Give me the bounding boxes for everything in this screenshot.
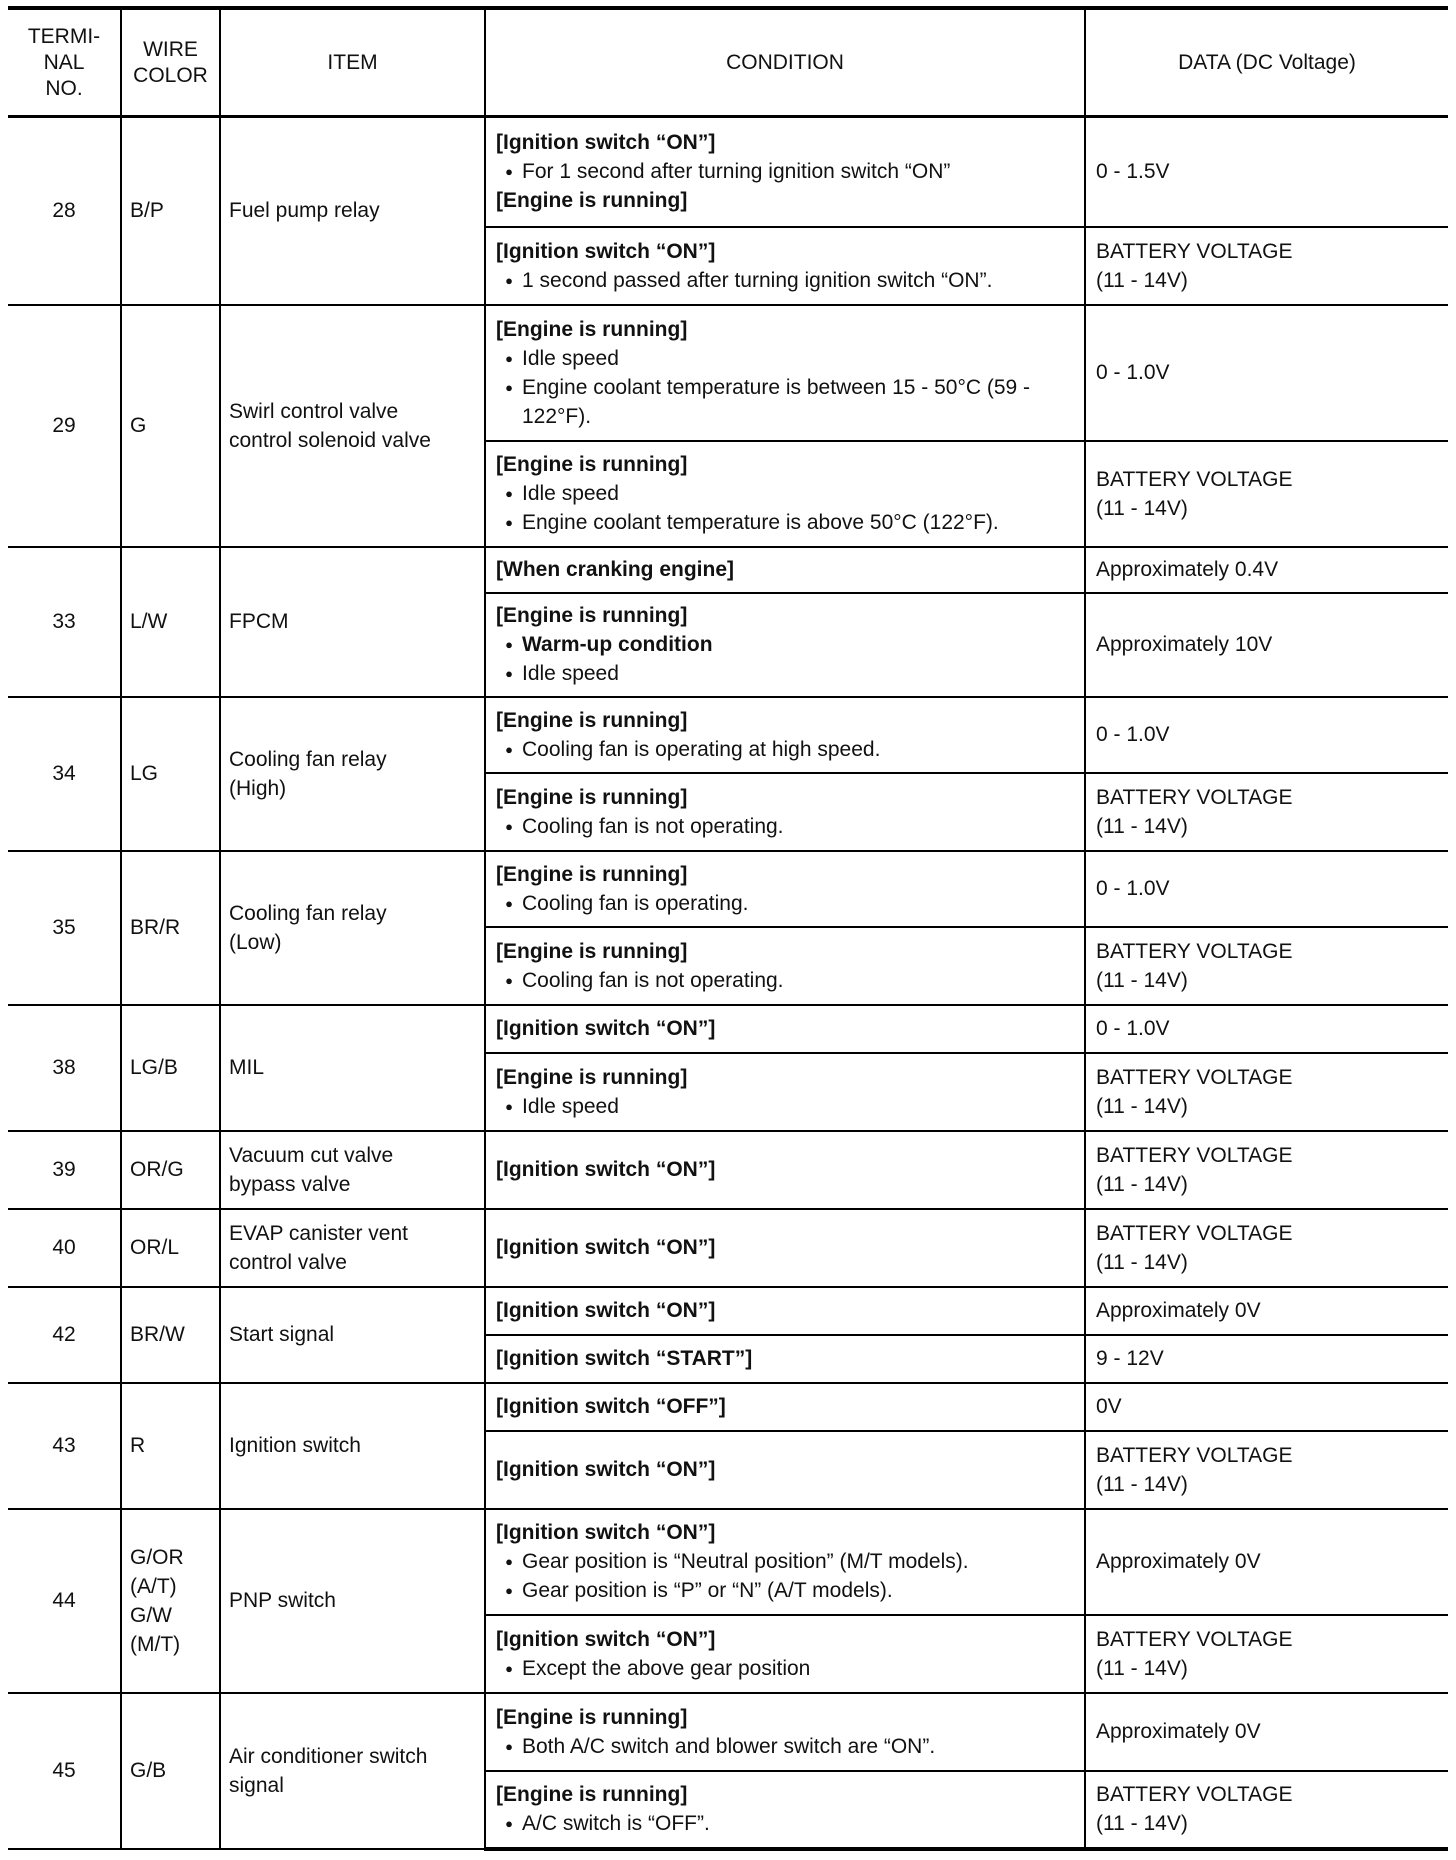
condition-cell [485,227,1085,305]
condition-heading: [Ignition switch “ON”] [496,1299,716,1322]
condition-cell [485,1053,1085,1131]
voltage-data-cell: BATTERY VOLTAGE (11 - 14V) [1085,1209,1448,1287]
condition-cell [485,547,1085,593]
condition-heading: [Ignition switch “ON”] [496,131,716,155]
condition-text: Cooling fan is not operating. [522,814,784,838]
condition-item [496,266,1074,295]
condition-text: Gear position is “P” or “N” (A/T models). [522,1579,893,1602]
bullet-icon: ● [505,1554,513,1569]
condition-text: Idle speed [522,482,619,505]
condition-heading: [Engine is running] [496,453,688,476]
table-row [8,1131,1448,1209]
condition-cell [485,1693,1085,1771]
voltage-data-cell: BATTERY VOLTAGE (11 - 14V) [1085,441,1448,547]
table-row [8,1209,1448,1287]
condition-heading: [Engine is running] [496,1065,688,1089]
item-cell: Ignition switch [220,1383,485,1509]
terminal-no-cell: 45 [8,1693,121,1849]
condition-text: Idle speed [522,662,619,685]
condition-item [496,1576,1074,1605]
wire-color-cell: BR/R [121,851,220,1005]
item-cell: Fuel pump relay [220,117,485,305]
condition-cell [485,1335,1085,1383]
condition-heading: [Ignition switch “ON”] [496,239,716,263]
condition-cell [485,927,1085,1005]
table-row [8,547,1448,593]
item-cell: PNP switch [220,1509,485,1693]
terminal-no-cell: 39 [8,1131,121,1209]
condition-cell [485,1209,1085,1287]
table-row [8,1005,1448,1053]
voltage-data-cell: BATTERY VOLTAGE (11 - 14V) [1085,1131,1448,1209]
voltage-data-cell: Approximately 0V [1085,1509,1448,1615]
condition-heading: [Ignition switch “OFF”] [496,1395,726,1418]
voltage-data-cell: BATTERY VOLTAGE (11 - 14V) [1085,773,1448,851]
condition-item [496,812,1074,841]
condition-heading: [Engine is running] [496,317,688,341]
terminal-no-cell: 33 [8,547,121,697]
condition-heading: [When cranking engine] [496,558,735,581]
data-header: DATA (DC Voltage) [1085,8,1448,117]
condition-item [496,966,1074,995]
wire-color-cell: B/P [121,117,220,305]
wire-color-cell: OR/G [121,1131,220,1209]
condition-heading: [Engine is running] [496,604,688,627]
bullet-icon: ● [505,486,513,501]
wire-color-cell: BR/W [121,1287,220,1383]
item-cell: FPCM [220,547,485,697]
condition-heading: [Engine is running] [496,1783,688,1806]
condition-heading: [Engine is running] [496,708,688,732]
condition-item [496,508,1074,537]
condition-header: CONDITION [485,8,1085,117]
table-row [8,697,1448,773]
condition-cell [485,1615,1085,1693]
item-cell: Vacuum cut valve bypass valve [220,1131,485,1209]
condition-text: Cooling fan is not operating. [522,968,784,992]
item-cell: EVAP canister vent control valve [220,1209,485,1287]
voltage-data-cell: Approximately 0V [1085,1287,1448,1335]
condition-heading: [Engine is running] [496,1705,688,1729]
condition-cell [485,697,1085,773]
condition-cell [485,773,1085,851]
voltage-data-cell: BATTERY VOLTAGE (11 - 14V) [1085,927,1448,1005]
condition-heading: [Ignition switch “ON”] [496,1236,716,1259]
table-body [8,117,1448,1849]
condition-heading: [Ignition switch “ON”] [496,1627,716,1651]
bullet-icon: ● [505,350,513,366]
wire-color-cell: R [121,1383,220,1509]
condition-text: Idle speed [522,346,619,370]
condition-item [496,1547,1074,1576]
item-cell: Start signal [220,1287,485,1383]
condition-heading: [Ignition switch “ON”] [496,1521,716,1544]
condition-text: Cooling fan is operating. [522,891,749,915]
terminal-no-cell: 43 [8,1383,121,1509]
bullet-icon: ● [505,1738,513,1754]
condition-heading: [Engine is running] [496,189,688,213]
voltage-data-cell: BATTERY VOLTAGE (11 - 14V) [1085,1615,1448,1693]
terminal-no-cell: 44 [8,1509,121,1693]
condition-text: Idle speed [522,1094,619,1118]
voltage-data-cell: 0 - 1.5V [1085,117,1448,227]
condition-item [496,1809,1074,1838]
condition-cell [485,1005,1085,1053]
item-header: ITEM [220,8,485,117]
wire-color-cell: OR/L [121,1209,220,1287]
terminal-no-cell: 42 [8,1287,121,1383]
wire-color-cell: G [121,305,220,547]
condition-cell [485,851,1085,927]
condition-cell [485,305,1085,441]
condition-text: Gear position is “Neutral position” (M/T models). [522,1550,969,1573]
terminal-no-cell: 35 [8,851,121,1005]
voltage-data-cell: Approximately 0.4V [1085,547,1448,593]
header-row [8,8,1448,117]
condition-text: Engine coolant temperature is above 50°C (122°F). [522,511,999,534]
bullet-icon: ● [505,1660,513,1676]
voltage-data-cell: Approximately 0V [1085,1693,1448,1771]
condition-text: Engine coolant temperature is between 15 - 50°C (59 - 122°F). [522,375,1031,428]
wire-color-cell: LG/B [121,1005,220,1131]
item-cell: Swirl control valve control solenoid valve [220,305,485,547]
item-cell: Cooling fan relay (Low) [220,851,485,1005]
voltage-data-cell: BATTERY VOLTAGE (11 - 14V) [1085,1771,1448,1849]
condition-text: Both A/C switch and blower switch are “ON”. [522,1734,936,1758]
terminal-no-cell: 34 [8,697,121,851]
condition-heading: [Ignition switch “ON”] [496,1017,716,1040]
table-row [8,1287,1448,1335]
condition-text: Cooling fan is operating at high speed. [522,737,881,761]
wire-color-cell: L/W [121,547,220,697]
terminal-data-table [8,6,1448,1851]
condition-item [496,630,1074,659]
condition-cell [485,441,1085,547]
condition-heading: [Ignition switch “ON”] [496,1458,716,1481]
bullet-icon: ● [505,637,513,652]
wire-color-cell: LG [121,697,220,851]
voltage-data-cell: 0 - 1.0V [1085,851,1448,927]
table-row [8,851,1448,927]
condition-cell [485,1771,1085,1849]
bullet-icon: ● [505,1098,513,1114]
bullet-icon: ● [505,818,513,834]
terminal-no-cell: 38 [8,1005,121,1131]
condition-cell [485,1509,1085,1615]
voltage-data-cell: BATTERY VOLTAGE (11 - 14V) [1085,1431,1448,1509]
condition-item [496,1092,1074,1121]
item-cell: MIL [220,1005,485,1131]
condition-heading: [Engine is running] [496,939,688,963]
condition-item [496,659,1074,688]
condition-item [496,373,1074,431]
voltage-data-cell: BATTERY VOLTAGE (11 - 14V) [1085,227,1448,305]
terminal-no-cell: 29 [8,305,121,547]
table-row [8,1383,1448,1431]
table-row [8,117,1448,227]
condition-item [496,735,1074,764]
condition-item [496,1732,1074,1761]
condition-text: Except the above gear position [522,1656,811,1680]
wire-color-header: WIRE COLOR [121,8,220,117]
condition-item [496,1654,1074,1683]
bullet-icon: ● [505,666,513,681]
condition-cell [485,1287,1085,1335]
table-row [8,1693,1448,1771]
condition-cell [485,1383,1085,1431]
condition-heading: [Ignition switch “START”] [496,1347,753,1370]
condition-item [496,157,1074,186]
bullet-icon: ● [505,272,513,288]
condition-text: For 1 second after turning ignition switch “ON” [522,160,951,184]
voltage-data-cell: 0 - 1.0V [1085,697,1448,773]
condition-cell [485,1131,1085,1209]
voltage-data-cell: 0 - 1.0V [1085,305,1448,441]
bullet-icon: ● [505,1816,513,1831]
voltage-data-cell: 0V [1085,1383,1448,1431]
bullet-icon: ● [505,741,513,757]
bullet-icon: ● [505,895,513,911]
condition-text: 1 second passed after turning ignition switch “ON”. [522,268,993,292]
wire-color-cell: G/OR (A/T) G/W (M/T) [121,1509,220,1693]
bullet-icon: ● [505,164,513,180]
terminal-no-cell: 28 [8,117,121,305]
table-row [8,1509,1448,1615]
table-row [8,305,1448,441]
condition-heading: [Engine is running] [496,785,688,809]
condition-cell [485,1431,1085,1509]
item-cell: Cooling fan relay (High) [220,697,485,851]
condition-text: Warm-up condition [522,633,713,656]
bullet-icon: ● [505,1583,513,1598]
item-cell: Air conditioner switch signal [220,1693,485,1849]
terminal-no-cell: 40 [8,1209,121,1287]
wire-color-cell: G/B [121,1693,220,1849]
terminal-no-header: TERMI- NAL NO. [8,8,121,117]
voltage-data-cell: 0 - 1.0V [1085,1005,1448,1053]
voltage-data-cell: BATTERY VOLTAGE (11 - 14V) [1085,1053,1448,1131]
condition-item [496,889,1074,918]
condition-cell [485,117,1085,227]
condition-item [496,344,1074,373]
voltage-data-cell: Approximately 10V [1085,593,1448,697]
condition-item [496,479,1074,508]
bullet-icon: ● [505,515,513,530]
condition-heading: [Engine is running] [496,862,688,886]
voltage-data-cell: 9 - 12V [1085,1335,1448,1383]
condition-cell [485,593,1085,697]
condition-text: A/C switch is “OFF”. [522,1812,710,1835]
bullet-icon: ● [505,972,513,988]
bullet-icon: ● [505,379,513,395]
condition-heading: [Ignition switch “ON”] [496,1158,716,1181]
